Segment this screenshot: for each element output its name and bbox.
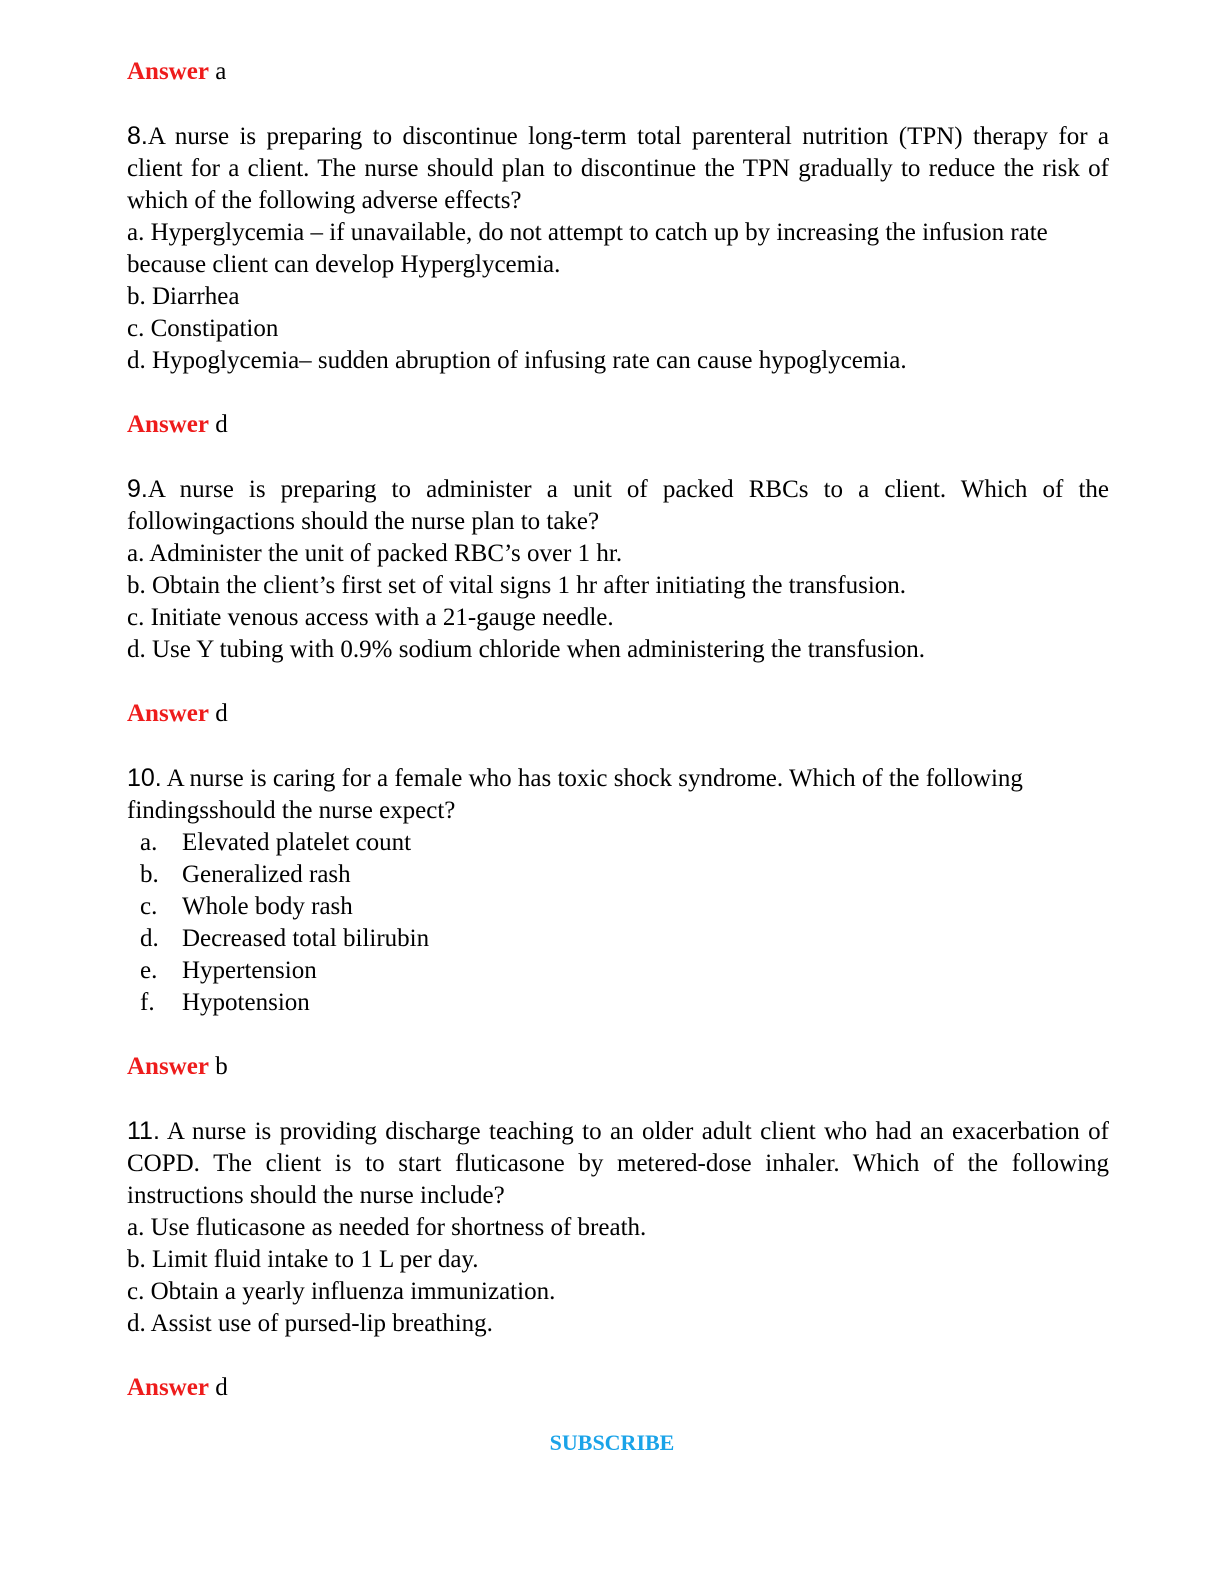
answer-label: Answer [127,1374,209,1401]
answer-value: b [215,1053,228,1080]
option-letter: e. [140,957,158,984]
option-a: a. Use fluticasone as needed for shortness of breath. [127,1214,647,1241]
option-c: c. Initiate venous access with a 21-gauge needle. [127,604,614,631]
option-d: d. Use Y tubing with 0.9% sodium chloride when administering the transfusion. [127,636,926,663]
option-text: Elevated platelet count [182,829,412,856]
option-text: Generalized rash [182,861,351,888]
list-item [127,923,1109,955]
answer-value: a [215,58,227,85]
question-11 [127,1115,1109,1212]
question-8 [127,120,1109,217]
question-text: A nurse is preparing to discontinue long-term total parenteral nutrition (TPN) therapy for a client for a client. The nurse should plan to discontinue the TPN gradually to reduce the risk of which of the following adverse effects? [127,123,1109,214]
answer-value: d [215,700,228,727]
answer-label: Answer [127,411,209,438]
option-letter: b. [140,861,159,888]
document-page [127,56,1109,1404]
list-item [127,827,1109,859]
question-number: 9. [127,475,148,503]
answer-label: Answer [127,58,209,85]
option-text: Whole body rash [182,893,353,920]
answer-line [127,409,1109,441]
option-text: Hypotension [182,989,310,1016]
answer-line [127,698,1109,730]
option-a: a. Hyperglycemia – if unavailable, do not attempt to catch up by increasing the infusion rate because client can develop Hyperglycemia. [127,219,1048,278]
option-list [127,827,1109,1019]
option-letter: c. [140,893,158,920]
option-d: d. Hypoglycemia– sudden abruption of infusing rate can cause hypoglycemia. [127,347,907,374]
answer-label: Answer [127,1053,209,1080]
option-a: a. Administer the unit of packed RBC’s over 1 hr. [127,540,623,567]
subscribe-link[interactable]: SUBSCRIBE [549,1430,675,1455]
list-item [127,859,1109,891]
option-letter: a. [140,829,158,856]
question-number: 10. [127,764,162,792]
option-letter: d. [140,925,159,952]
answer-line [127,1051,1109,1083]
answer-label: Answer [127,700,209,727]
answer-value: d [215,411,228,438]
option-text: Decreased total bilirubin [182,925,430,952]
list-item [127,987,1109,1019]
option-b: b. Diarrhea [127,283,240,310]
option-letter: f. [140,989,155,1016]
answer-value: d [215,1374,228,1401]
option-d: d. Assist use of pursed-lip breathing. [127,1310,493,1337]
answer-line [127,1372,1109,1404]
answer-line [127,56,1109,88]
list-item [127,891,1109,923]
option-c: c. Constipation [127,315,279,342]
question-9 [127,473,1109,538]
question-number: 11. [127,1117,160,1145]
list-item [127,955,1109,987]
option-b: b. Obtain the client’s first set of vital signs 1 hr after initiating the transfusion. [127,572,907,599]
question-number: 8. [127,122,148,150]
question-text: A nurse is caring for a female who has toxic shock syndrome. Which of the following findingsshould the nurse expect? [127,765,1023,824]
question-10 [127,762,1109,827]
question-text: A nurse is providing discharge teaching to an older adult client who had an exacerbation of COPD. The client is to start fluticasone by metered-dose inhaler. Which of the following instructions should the nurse include? [127,1118,1109,1209]
option-b: b. Limit fluid intake to 1 L per day. [127,1246,479,1273]
option-c: c. Obtain a yearly influenza immunization. [127,1278,556,1305]
question-text: A nurse is preparing to administer a unit of packed RBCs to a client. Which of the followingactions should the nurse plan to take? [127,476,1109,535]
option-text: Hypertension [182,957,317,984]
